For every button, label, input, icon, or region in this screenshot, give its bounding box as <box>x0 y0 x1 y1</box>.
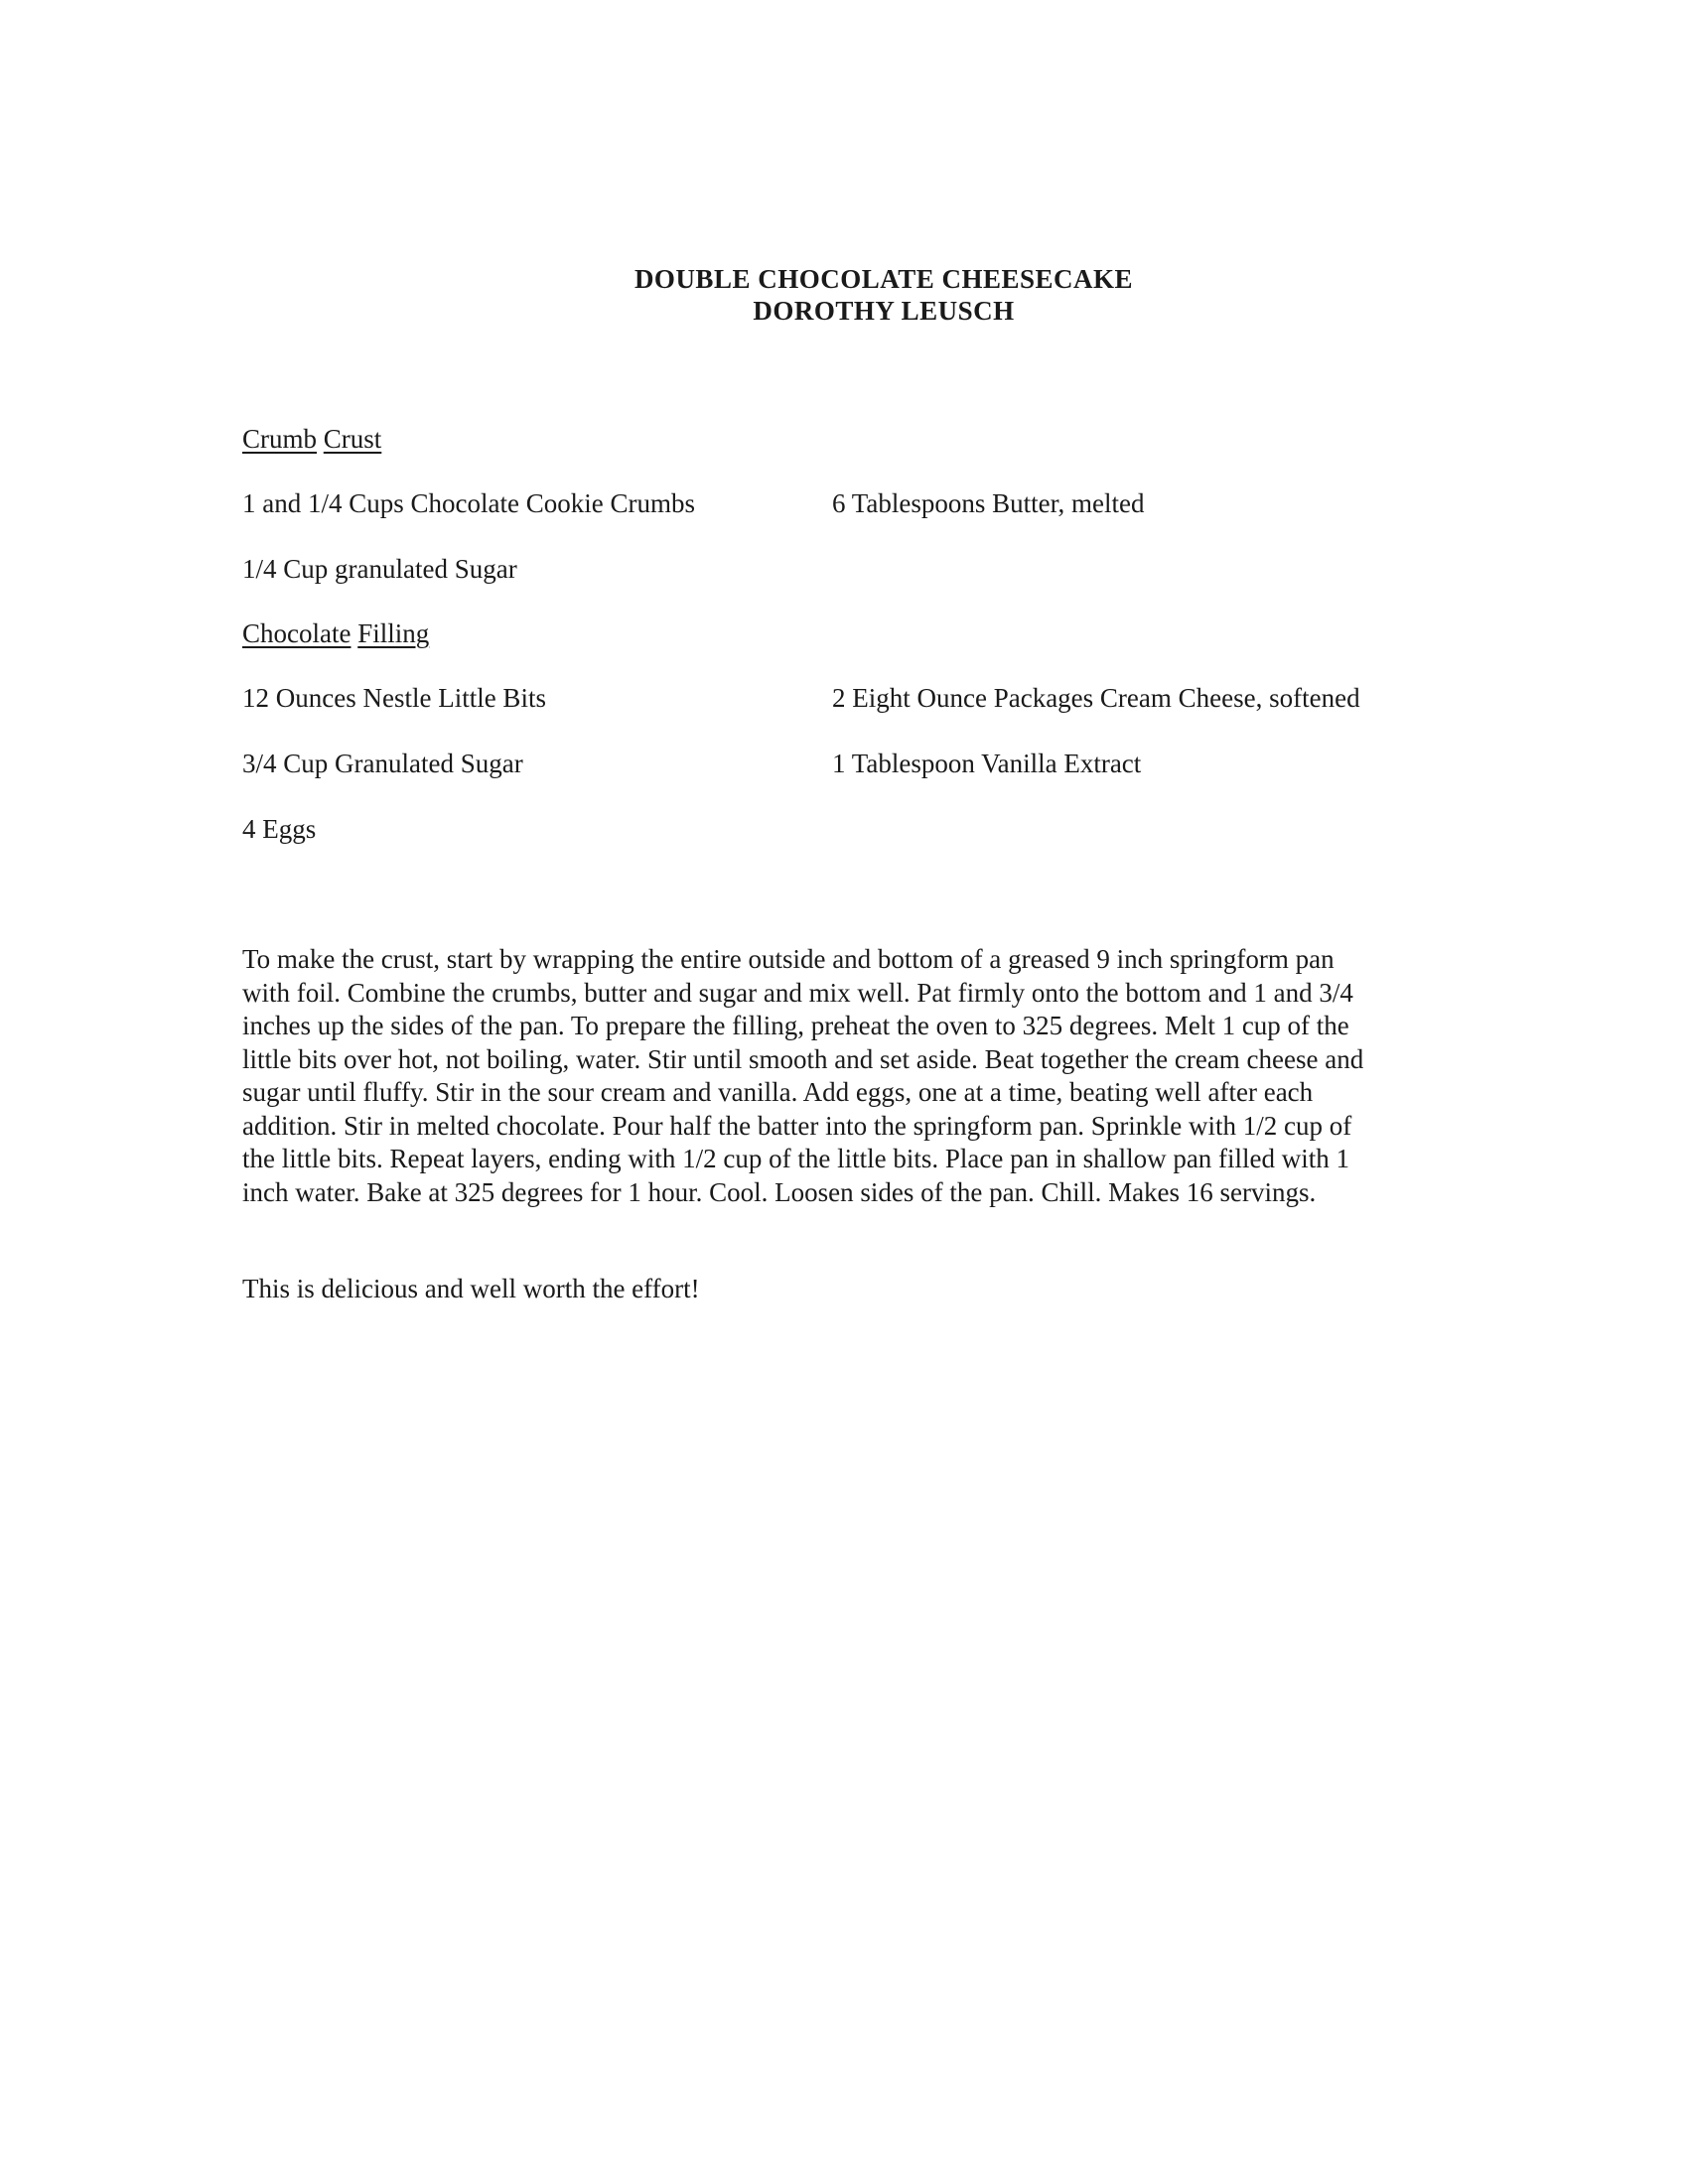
filling-ingredient: 1 Tablespoon Vanilla Extract <box>832 749 1142 778</box>
crust-heading <box>242 424 381 455</box>
instructions-line: little bits over hot, not boiling, water. Stir until smooth and set aside. Beat together the cream cheese and <box>242 1043 1364 1074</box>
instructions-line: the little bits. Repeat layers, ending with 1/2 cup of the little bits. Place pan in shallow pan filled with 1 <box>242 1144 1350 1173</box>
filling-ingredient: 3/4 Cup Granulated Sugar <box>242 749 523 778</box>
filling-ingredient: 4 Eggs <box>242 814 317 844</box>
filling-heading <box>242 618 429 649</box>
filling-ingredient: 2 Eight Ounce Packages Cream Cheese, softened <box>832 683 1360 713</box>
crust-heading-word2: Crust <box>323 424 382 454</box>
recipe-title: DOUBLE CHOCOLATE CHEESECAKE <box>633 264 1134 294</box>
instructions-line: addition. Stir in melted chocolate. Pour half the batter into the springform pan. Sprinkle with 1/2 cup of <box>242 1110 1352 1141</box>
filling-heading-word1: Chocolate <box>242 618 352 648</box>
crust-ingredient: 6 Tablespoons Butter, melted <box>832 488 1145 518</box>
recipe-author: DOROTHY LEUSCH <box>753 296 1015 326</box>
instructions-line: with foil. Combine the crumbs, butter and sugar and mix well. Pat firmly onto the bottom and 1 and 3/4 <box>242 977 1353 1008</box>
crust-heading-word1: Crumb <box>242 424 318 454</box>
crust-ingredient: 1/4 Cup granulated Sugar <box>242 554 517 584</box>
instructions-line: inch water. Bake at 325 degrees for 1 hour. Cool. Loosen sides of the pan. Chill. Makes 16 servings. <box>242 1176 1317 1207</box>
closing-note: This is delicious and well worth the effort! <box>242 1274 700 1303</box>
instructions-paragraph <box>242 943 1454 1209</box>
instructions-line: To make the crust, start by wrapping the entire outside and bottom of a greased 9 inch springform pan <box>242 944 1335 974</box>
instructions-line: sugar until fluffy. Stir in the sour cream and vanilla. Add eggs, one at a time, beating well after each <box>242 1077 1314 1107</box>
filling-heading-word2: Filling <box>357 618 430 648</box>
filling-ingredient: 12 Ounces Nestle Little Bits <box>242 683 546 713</box>
crust-ingredient: 1 and 1/4 Cups Chocolate Cookie Crumbs <box>242 488 695 518</box>
instructions-line: inches up the sides of the pan. To prepare the filling, preheat the oven to 325 degrees. Melt 1 cup of the <box>242 1011 1349 1040</box>
